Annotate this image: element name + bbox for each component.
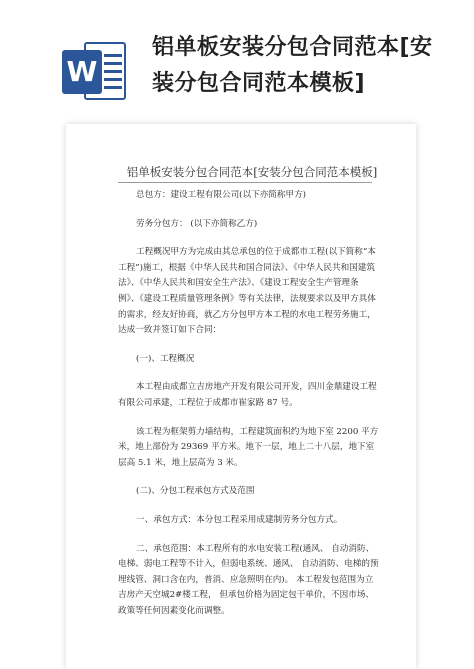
section-heading-overview: (一)、工程概况 [136, 353, 195, 364]
document-preview-page [66, 124, 416, 669]
subcontractor-line: 劳务分包方： (以下亦简称乙方) [136, 218, 258, 229]
header [0, 0, 474, 112]
contract-method-paragraph: 一、承包方式：本分包工程采用成建制劳务分包方式。 [136, 514, 343, 525]
structure-paragraph: 该工程为框架剪力墙结构，工程建筑面积约为地下室 2200 平方米，地上部份为 29369 平方米。地下一层，地上二十八层，地下室层高 5.1 米，地上层高为 3 米。 [118, 426, 379, 468]
contractor-line: 总包方：建设工程有限公司(以下亦简称甲方) [136, 190, 307, 200]
page-title [152, 30, 452, 102]
heading-divider [118, 182, 372, 183]
word-badge: W [62, 50, 102, 94]
word-document-icon [58, 36, 130, 108]
developer-paragraph: 本工程由成都立吉房地产开发有限公司开发，四川金鼎建设工程有限公司承建，工程位于成都市崔家路 87 号。 [118, 382, 377, 408]
page-title-line-2: 装分包合同范本模板] [152, 71, 366, 96]
section-heading-scope: (二)、分包工程承包方式及范围 [136, 486, 255, 497]
contract-scope-paragraph: 二、承包范围：本工程所有的水电安装工程(通风、 自动消防、电梯、弱电工程等不计入，但弱电系统、通风、 自动消防、电梯的预埋线管、洞口含在内，普消、应急照明在内)。 本工程发包范围为立吉房产天空城2#楼工程， 但承包价格为固定包干单价，不因市场、政策等任何因素变化而调整。 [118, 543, 379, 616]
document-heading: 铝单板安装分包合同范本[安装分包合同范本模板] [126, 165, 378, 179]
document-body [118, 188, 380, 619]
project-overview-paragraph: 工程概况甲方为完成由其总承包的位于成都市工程(以下简称“本工程”)施工，根据《中华人民共和国合同法》、《中华人民共和国建筑法》、《中华人民共和国安全生产法》、《建设工程安全生产管理条例》、《建设工程质量管理条例》等有关法律，法规要求以及甲方具体的需求，经友好协商，就乙方分包甲方本工程的水电工程劳务施工，达成一致并签订如下合同： [118, 247, 376, 336]
page-title-line-1: 铝单板安装分包合同范本[安 [152, 35, 433, 60]
